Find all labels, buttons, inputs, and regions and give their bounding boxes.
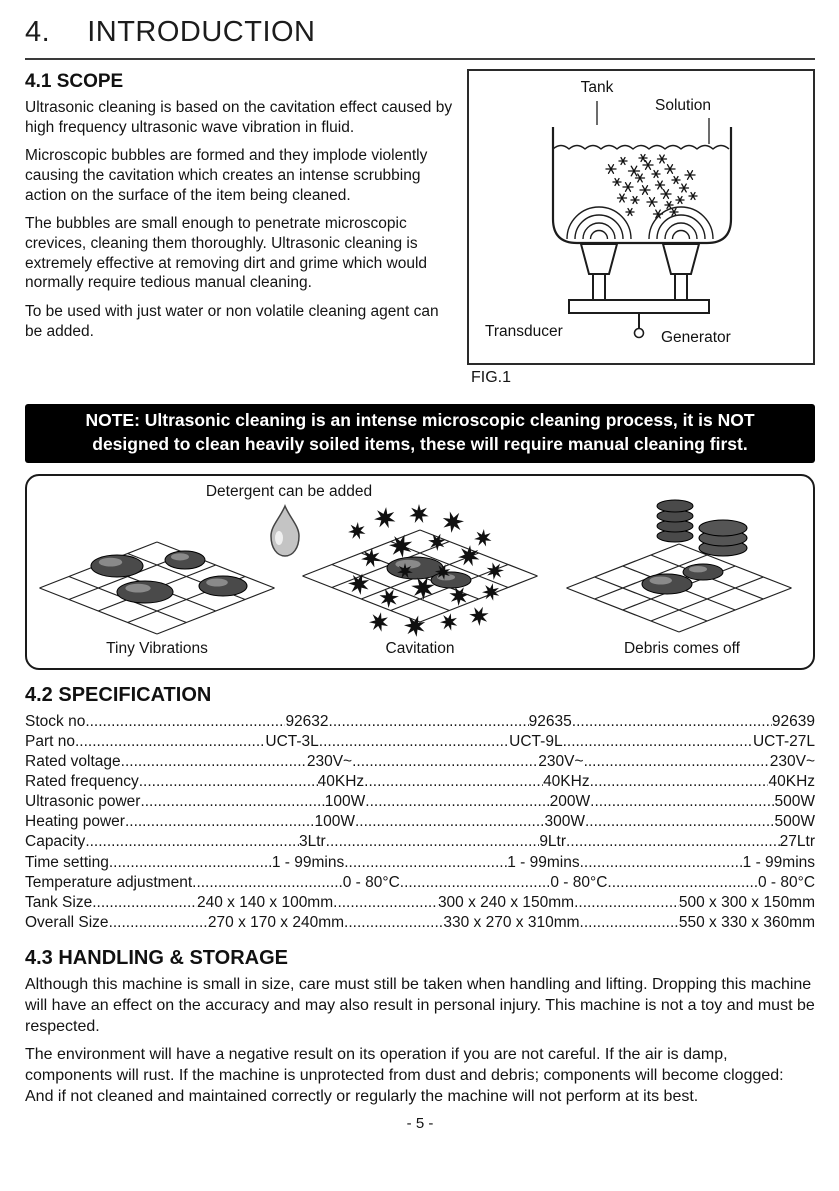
spec-row-label: Overall Size <box>25 914 109 931</box>
panel-caption-tiny-vibrations: Tiny Vibrations <box>106 639 208 657</box>
spec-row-label: Rated voltage <box>25 752 121 770</box>
dot-leader <box>585 812 775 832</box>
spec-row <box>25 732 815 752</box>
scope-paragraph: To be used with just water or non volatile cleaning agent can be added. <box>25 303 439 340</box>
dot-leader <box>139 772 318 792</box>
detergent-label: Detergent can be added <box>205 482 373 500</box>
specification-heading: 4.2 SPECIFICATION <box>25 683 212 706</box>
dot-leader <box>365 792 549 812</box>
handling-section <box>25 947 815 1108</box>
spec-row-label: Capacity <box>25 833 86 851</box>
dot-leader <box>85 832 299 852</box>
spec-row-value: 550 x 330 x 360mm <box>678 914 816 931</box>
dot-leader <box>574 893 679 913</box>
spec-row-value: 40KHz <box>543 773 590 791</box>
spec-row <box>25 712 815 732</box>
note-line: NOTE: Ultrasonic cleaning is an intense microscopic cleaning process, it is NOT <box>85 410 755 430</box>
dot-leader <box>566 832 780 852</box>
spec-row-value: 270 x 170 x 240mm <box>207 914 345 931</box>
dot-leader <box>344 913 443 933</box>
spec-row-label: Heating power <box>25 813 125 831</box>
note-line: designed to clean heavily soiled items, these will require manual cleaning first. <box>92 433 748 454</box>
scope-heading: 4.1 SCOPE <box>25 71 124 92</box>
spec-row-value: 92632 <box>285 712 329 730</box>
spec-row-value: 0 - 80°C <box>550 873 608 891</box>
mounting-plate <box>569 300 709 313</box>
spec-row-label: Tank Size <box>25 893 93 911</box>
spec-row <box>25 752 815 772</box>
spec-row-value: 200W <box>549 793 591 811</box>
dot-leader <box>319 732 509 752</box>
panel-caption-cavitation: Cavitation <box>385 639 455 657</box>
spec-row-value: UCT-27L <box>752 732 815 750</box>
spec-row-value: 300 x 240 x 150mm <box>437 893 575 911</box>
figure-column <box>467 69 815 387</box>
handling-paragraph: The environment will have a negative result on its operation if you are not careful. If the air is damp, components will rust. If the machine is unprotected from dust and debris; components will become clogged: And if not cleaned and maintained correctly or regularly the machine will not perform at its best. <box>25 1046 784 1105</box>
spec-row-value: 500 x 300 x 150mm <box>678 893 816 911</box>
spec-row-value: 330 x 270 x 310mm <box>443 914 580 931</box>
spec-row-value: UCT-9L <box>509 732 563 750</box>
spec-row <box>25 893 815 913</box>
scope-paragraph: Microscopic bubbles are formed and they implode violently causing the cavitation which creates an intense scrubbing action on the surface of the item being cleaned. <box>25 147 428 204</box>
dot-leader <box>607 873 758 893</box>
spec-row-value: 230V~ <box>538 752 584 770</box>
spec-row-value: 3Ltr <box>298 833 326 851</box>
spec-row-label: Rated frequency <box>25 773 139 791</box>
detergent-droplet-icon <box>271 506 299 556</box>
spec-row-value: UCT-3L <box>265 732 319 750</box>
spec-row-value: 1 - 99mins <box>271 853 345 871</box>
figure-label-transducer: Transducer <box>485 323 563 340</box>
spec-row-label: Stock no <box>25 712 86 730</box>
process-decorations <box>91 500 747 637</box>
figure-label-generator: Generator <box>661 329 731 346</box>
dot-leader <box>400 873 551 893</box>
scope-section <box>25 69 815 387</box>
scope-text-column <box>25 69 454 387</box>
water-surface-wave <box>553 146 729 150</box>
generator-terminal <box>635 329 644 338</box>
spec-row-label: Temperature adjustment <box>25 873 193 891</box>
spec-row <box>25 853 815 873</box>
transducer-shapes <box>569 244 709 328</box>
dot-leader <box>326 832 540 852</box>
dot-leader <box>333 893 438 913</box>
dot-leader <box>344 853 507 873</box>
handling-heading: 4.3 HANDLING & STORAGE <box>25 947 288 970</box>
ultrasonic-wave-arcs <box>567 207 713 239</box>
scope-paragraph: The bubbles are small enough to penetrate microscopic crevices, cleaning them thoroughly. Ultrasonic cleaning is extremely effective at removing dirt and grime which would normally require tedious manual cleaning. <box>25 215 428 292</box>
dot-leader <box>364 772 543 792</box>
dot-leader <box>140 792 324 812</box>
spec-row-value: 9Ltr <box>539 833 567 851</box>
spec-row <box>25 873 815 893</box>
dot-leader <box>329 712 529 732</box>
spec-row <box>25 913 815 933</box>
figure-box <box>467 69 815 365</box>
dot-leader <box>590 772 769 792</box>
dot-leader <box>584 752 770 772</box>
spec-row <box>25 772 815 792</box>
cleaning-process-panel <box>25 474 815 670</box>
spec-row <box>25 832 815 852</box>
spec-row-value: 230V~ <box>769 752 816 770</box>
spec-row-value: 1 - 99mins <box>507 853 580 871</box>
spec-row-value: 92639 <box>771 712 816 730</box>
ultrasonic-tank-diagram <box>469 71 814 359</box>
dot-leader <box>92 893 197 913</box>
bubble-cloud <box>606 155 697 218</box>
spec-row-value: 27Ltr <box>779 833 816 851</box>
dot-leader <box>563 732 753 752</box>
dot-leader <box>109 853 272 873</box>
spec-table <box>25 712 815 934</box>
spec-row-value: 100W <box>324 793 366 811</box>
figure-label-tank: Tank <box>580 79 614 96</box>
spec-row-value: 500W <box>774 793 816 811</box>
dot-leader <box>352 752 538 772</box>
spec-row-value: 92635 <box>528 712 572 730</box>
spec-row <box>25 812 815 832</box>
dot-leader <box>85 712 285 732</box>
dot-leader <box>125 812 315 832</box>
note-banner <box>25 404 815 463</box>
handling-paragraph: Although this machine is small in size, care must still be taken when handling and lifting. Dropping this machine will have an effect on the accuracy and may also result in personal injury. This machine is not a toy and must be respected. <box>25 976 815 1036</box>
page-title <box>25 16 815 60</box>
dot-leader <box>121 752 307 772</box>
spec-row-value: 100W <box>314 813 355 831</box>
figure-label-solution: Solution <box>655 97 712 114</box>
spec-row-label: Part no <box>25 732 75 750</box>
dot-leader <box>192 873 343 893</box>
dot-leader <box>572 712 772 732</box>
droplet-highlight <box>275 531 283 545</box>
dot-leader <box>355 812 545 832</box>
section-number: 4. <box>25 16 51 48</box>
spec-row-value: 0 - 80°C <box>757 873 816 891</box>
spec-row-label: Ultrasonic power <box>25 793 141 811</box>
dot-leader <box>75 732 265 752</box>
spec-row <box>25 792 815 812</box>
section-title: INTRODUCTION <box>87 16 316 48</box>
spec-row-value: 40KHz <box>768 773 816 791</box>
spec-row-value: 230V~ <box>306 752 353 770</box>
dot-leader <box>580 853 743 873</box>
scope-paragraph: Ultrasonic cleaning is based on the cavitation effect caused by high frequency ultrasonic wave vibration in fluid. <box>25 99 453 136</box>
spec-row-value: 0 - 80°C <box>342 873 400 891</box>
dot-leader <box>109 913 208 933</box>
spec-row-value: 40KHz <box>317 773 365 791</box>
spec-row-label: Time setting <box>25 853 109 871</box>
spec-row-value: 1 - 99mins <box>742 853 816 871</box>
spec-row-value: 300W <box>544 813 585 831</box>
spec-row-value: 500W <box>774 813 815 831</box>
page-number: - 5 - <box>406 1114 434 1132</box>
panel-caption-debris: Debris comes off <box>623 639 740 657</box>
spec-row-value: 240 x 140 x 100mm <box>197 893 334 911</box>
dot-leader <box>580 913 679 933</box>
figure-caption: FIG.1 <box>471 369 512 386</box>
dot-leader <box>590 792 774 812</box>
